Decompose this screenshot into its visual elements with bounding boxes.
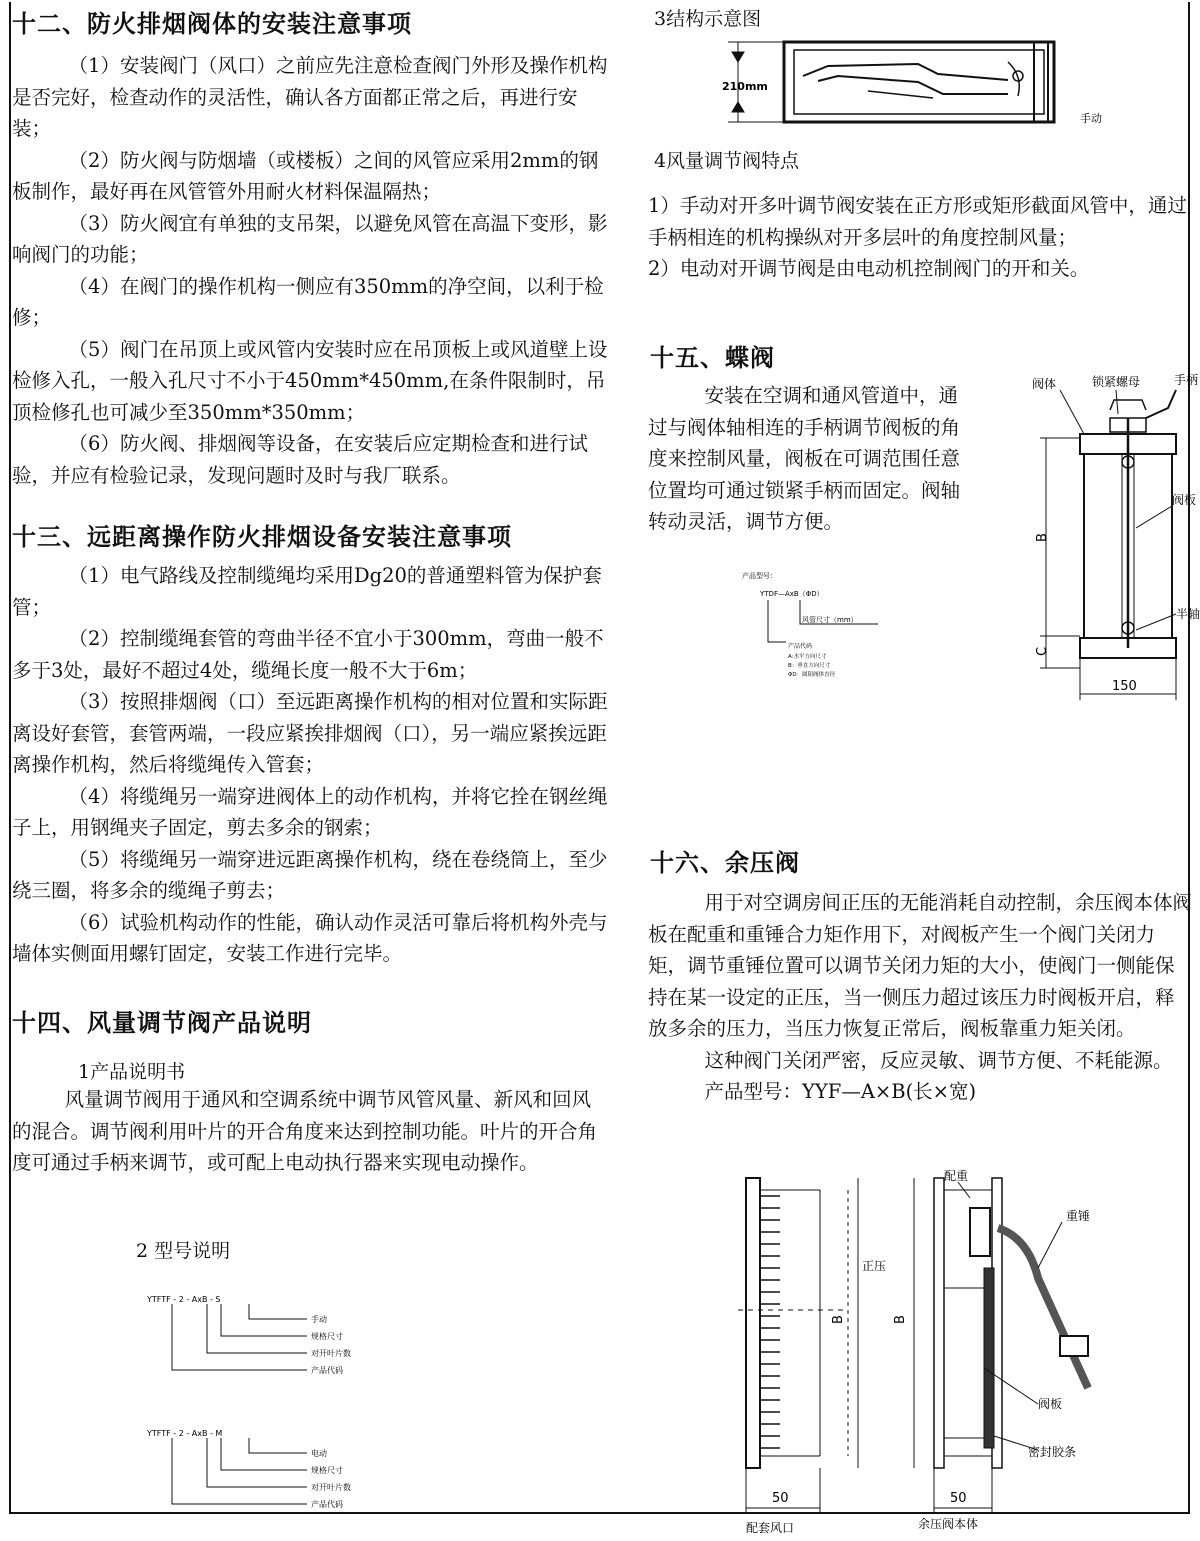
hammer-label: 重锤	[1066, 1209, 1091, 1223]
structure-dimension-label: 210mm	[722, 80, 768, 93]
butterfly-valve-drawing	[1018, 368, 1200, 708]
residual-pressure-valve-drawing	[708, 1168, 1188, 1536]
product-manual-heading: 1产品说明书	[78, 1061, 186, 1083]
structure-diagram	[718, 36, 1188, 136]
model-code-text: YTFTF - 2 - AxB - S	[147, 1295, 221, 1304]
section-16-title: 十六、余压阀	[650, 849, 800, 877]
valve-plate-label: 阀板	[1038, 1397, 1063, 1411]
section-16-text: 这种阀门关闭严密，反应灵敏、调节方便、不耗能源。	[704, 1048, 1173, 1072]
section-16-text: 用于对空调房间正压的无能消耗自动控制，余压阀本体阀板在配重和重锤合力矩作用下，对阀板产生一个阀门关闭力矩，调节重锤位置可以调节关闭力矩的大小，使阀门一侧能保持在某一设定的正压，当一侧压力超过该压力时阀板开启，释放多余的压力，当压力恢复正常后，阀板靠重力矩关闭。	[648, 891, 1193, 1040]
section-12-title: 十二、防火排烟阀体的安装注意事项	[12, 10, 412, 38]
section-13-item: （6）试验机构动作的性能，确认动作灵活可靠后将机构外壳与墙体实侧面用螺钉固定，安装工作进行完毕。	[12, 910, 608, 965]
model-note: B：垂直方向尺寸	[788, 663, 831, 669]
model-code-diagram-manual	[147, 1292, 407, 1382]
section-13-body	[12, 560, 612, 970]
model-code-label: 产品代码	[788, 643, 813, 650]
section-14-body	[12, 1084, 602, 1179]
section-12-item: （6）防火阀、排烟阀等设备，在安装后应定期检查和进行试验，并应有检验记录，发现问题时及时与我厂联系。	[12, 432, 588, 487]
model-note: ΦD：圆阻阀体直径	[788, 672, 836, 678]
section-16-model: 产品型号：YYF—A×B(长×宽)	[704, 1080, 977, 1103]
valve-body-label: 阀体	[1032, 377, 1057, 391]
section-13-item: （2）控制缆绳套管的弯曲半径不宜小于300mm，弯曲一般不多于3处，最好不超过4处，缆绳长度一般不大于6m；	[12, 627, 604, 682]
section-13-item: （5）将缆绳另一端穿进远距离操作机构，绕在卷绕筒上，至少绕三圈，将多余的缆绳子剪去；	[12, 847, 608, 902]
model-title: 产品型号：	[742, 572, 777, 580]
model-size-label: 风管尺寸（mm）	[802, 616, 858, 624]
section-16-body	[648, 887, 1193, 1108]
dim-c-label: C	[1035, 646, 1050, 656]
section-13-item: （1）电气路线及控制缆绳均采用Dg20的普通塑料管为保护套管；	[12, 564, 602, 619]
section-13-item: （4）将缆绳另一端穿进阀体上的动作机构，并将它拴在钢丝绳子上，用钢绳夹子固定，剪去多余的钢索；	[12, 784, 608, 839]
features-heading: 4风量调节阀特点	[654, 150, 800, 172]
model-code: YTDF—AxB（ΦD）	[760, 590, 824, 598]
dim-b-label: B	[1035, 533, 1050, 542]
dim-b-body-label: B	[893, 1315, 908, 1324]
model-code-text: YTFTF - 2 - AxB - M	[147, 1429, 223, 1438]
model-label: 规格尺寸	[311, 1466, 343, 1475]
positive-pressure-label: 正压	[862, 1259, 887, 1273]
section-15-title: 十五、蝶阀	[650, 344, 775, 372]
model-heading: 2 型号说明	[136, 1240, 231, 1262]
features-list	[648, 190, 1193, 285]
handle-label: 手柄	[1174, 373, 1199, 387]
model-label: 规格尺寸	[311, 1332, 343, 1341]
model-label: 产品代码	[311, 1500, 343, 1509]
body-width-label: 50	[950, 1491, 967, 1506]
structure-diagram-heading: 3结构示意图	[654, 8, 762, 30]
feature-item: 2）电动对开调节阀是由电动机控制阀门的开和关。	[648, 257, 1090, 280]
model-label: 产品代码	[311, 1366, 343, 1375]
model-label: 手动	[311, 1315, 327, 1324]
counterweight-label: 配重	[944, 1169, 969, 1183]
section-12-item: （2）防火阀与防烟墙（或楼板）之间的风管应采用2mm的钢板制作，最好再在风管管外用耐火材料保温隔热；	[12, 148, 599, 203]
seal-strip-label: 密封胶条	[1028, 1445, 1077, 1459]
section-12-body	[12, 50, 612, 491]
section-12-item: （4）在阀门的操作机构一侧应有350mm的净空间，以利于检修；	[12, 274, 604, 329]
half-shaft-label: 半轴	[1176, 607, 1200, 621]
section-12-item: （5）阀门在吊顶上或风管内安装时应在吊顶板上或风道壁上设检修入孔，一般入孔尺寸不小于450mm*450mm,在条件限制时，吊顶检修孔也可减少至350mm*350mm；	[12, 337, 608, 424]
section-12-item: （3）防火阀宜有单独的支吊架，以避免风管在高温下变形，影响阀门的功能；	[12, 211, 608, 266]
width-label: 150	[1112, 679, 1137, 694]
lock-nut-label: 锁紧螺母	[1092, 375, 1141, 389]
model-label: 对开叶片数	[311, 1483, 351, 1492]
section-15-text: 安装在空调和通风管道中，通过与阀体轴相连的手柄调节阀板的角度来控制风量，阀板在可调范围任意位置均可通过锁紧手柄而固定。阀轴转动灵活，调节方便。	[648, 384, 961, 533]
section-14-text: 风量调节阀用于通风和空调系统中调节风管风量、新风和回风的混合。调节阀利用叶片的开合角度来达到控制功能。叶片的开合角度可通过手柄来调节，或可配上电动执行器来实现电动操作。	[12, 1088, 598, 1174]
matching-outlet-label: 配套风口	[746, 1521, 795, 1535]
structure-manual-label: 手动	[1080, 112, 1102, 125]
model-label: 对开叶片数	[311, 1349, 351, 1358]
outlet-width-label: 50	[772, 1491, 789, 1506]
feature-item: 1）手动对开多叶调节阀安装在正方形或矩形截面风管中，通过手柄相连的机构操纵对开多层叶的角度控制风量；	[648, 194, 1187, 249]
valve-body-label: 余压阀本体	[918, 1517, 979, 1531]
section-14-title: 十四、风量调节阀产品说明	[12, 1009, 312, 1037]
section-13-title: 十三、远距离操作防火排烟设备安装注意事项	[12, 523, 512, 551]
model-code-diagram-electric	[147, 1426, 407, 1516]
section-15-body	[648, 380, 973, 538]
model-label: 电动	[311, 1449, 327, 1458]
section-13-item: （3）按照排烟阀（口）至远距离操作机构的相对位置和实际距离设好套管，套管两端，一段应紧挨排烟阀（口），另一端应紧挨远距离操作机构，然后将缆绳传入管套；	[12, 690, 608, 776]
section-12-item: （1）安装阀门（风口）之前应先注意检查阀门外形及操作机构是否完好，检查动作的灵活性，确认各方面都正常之后，再进行安装；	[12, 54, 608, 140]
dim-b-outlet-label: B	[831, 1315, 846, 1324]
plate-label: 阀板	[1172, 493, 1197, 507]
model-note: A:水平方向尺寸	[788, 654, 827, 660]
butterfly-model-code	[738, 568, 938, 688]
